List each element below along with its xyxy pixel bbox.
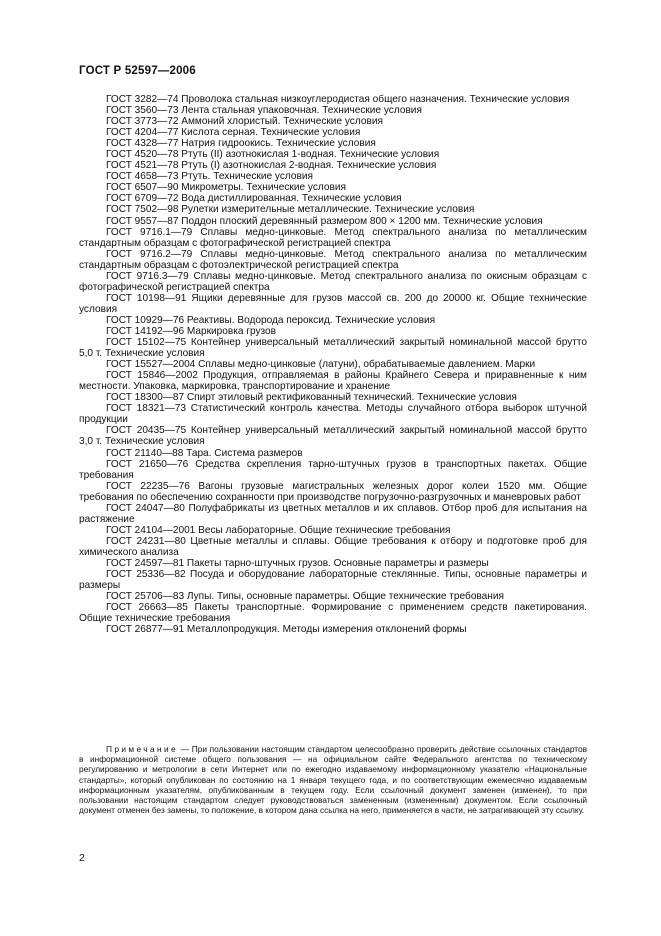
reference-item: ГОСТ 7502—98 Рулетки измерительные металлические. Технические условия: [106, 204, 475, 216]
reference-item: ГОСТ 15846—2002 Продукция, отправляемая в районы Крайнего Севера и приравненные к ним местности. Упаковка, маркировка, транспортирование и хранение: [79, 370, 587, 393]
reference-item: ГОСТ 26663—85 Пакеты транспортные. Формирование с применением средств пакетирования. Общие технические требования: [79, 602, 587, 625]
note-paragraph: [79, 744, 587, 815]
reference-item: ГОСТ 21140—88 Тара. Система размеров: [106, 447, 303, 459]
reference-item: ГОСТ 9716.3—79 Сплавы медно-цинковые. Метод спектрального анализа по окисным образцам с фотографической регистрацией спектра: [79, 270, 587, 293]
reference-item: ГОСТ 26877—91 Металлопродукция. Методы измерения отклонений формы: [106, 624, 467, 636]
reference-item: ГОСТ 25336—82 Посуда и оборудование лабораторные стеклянные. Типы, основные параметры и размеры: [79, 569, 587, 592]
reference-item: ГОСТ 25706—83 Лупы. Типы, основные параметры. Общие технические требования: [106, 591, 504, 603]
reference-item: ГОСТ 24104—2001 Весы лабораторные. Общие технические требования: [106, 524, 451, 536]
reference-item: ГОСТ 18300—87 Спирт этиловый ректификованный технический. Технические условия: [106, 392, 517, 404]
page-number: 2: [79, 852, 85, 864]
reference-item: ГОСТ 4521—78 Ртуть (I) азотнокислая 2-водная. Технические условия: [106, 160, 437, 172]
normative-references-list: [79, 94, 587, 635]
reference-item: ГОСТ 20435—75 Контейнер универсальный металлический закрытый номинальной массой брутто 3,0 т. Технические условия: [79, 425, 587, 448]
reference-item: ГОСТ 10198—91 Ящики деревянные для грузов массой св. 200 до 20000 кг. Общие технические условия: [79, 292, 587, 315]
reference-item: ГОСТ 9716.1—79 Сплавы медно-цинковые. Метод спектрального анализа по металлическим стандартным образцам с фотографической регистрацией спектра: [79, 226, 587, 249]
reference-item: ГОСТ 24231—80 Цветные металлы и сплавы. Общие требования к отбору и подготовке проб для химического анализа: [79, 535, 587, 558]
document-header: ГОСТ Р 52597—2006: [79, 65, 196, 77]
reference-item: ГОСТ 24597—81 Пакеты тарно-штучных грузов. Основные параметры и размеры: [106, 557, 489, 569]
note-label: Примечание: [106, 744, 179, 754]
reference-item: ГОСТ 3282—74 Проволока стальная низкоуглеродистая общего назначения. Технические условия: [106, 94, 570, 105]
reference-item: ГОСТ 15527—2004 Сплавы медно-цинковые (латуни), обрабатываемые давлением. Марки: [106, 359, 536, 371]
reference-item: ГОСТ 4658—73 Ртуть. Технические условия: [106, 171, 313, 183]
reference-item: ГОСТ 4328—77 Натрия гидроокись. Технические условия: [106, 138, 376, 150]
reference-item: ГОСТ 4520—78 Ртуть (II) азотнокислая 1-водная. Технические условия: [106, 149, 440, 161]
reference-item: ГОСТ 6709—72 Вода дистиллированная. Технические условия: [106, 193, 402, 205]
reference-item: ГОСТ 15102—75 Контейнер универсальный металлический закрытый номинальной массой брутто 5,0 т. Технические условия: [79, 337, 587, 360]
reference-item: ГОСТ 10929—76 Реактивы. Водорода пероксид. Технические условия: [106, 314, 436, 326]
reference-item: ГОСТ 6507—90 Микрометры. Технические условия: [106, 182, 346, 194]
reference-item: ГОСТ 4204—77 Кислота серная. Технические условия: [106, 127, 361, 139]
reference-item: ГОСТ 24047—80 Полуфабрикаты из цветных металлов и их сплавов. Отбор проб для испытания на растяжение: [79, 502, 587, 525]
reference-item: ГОСТ 9557—87 Поддон плоский деревянный размером 800 × 1200 мм. Технические условия: [106, 215, 543, 227]
reference-item: ГОСТ 21650—76 Средства скрепления тарно-штучных грузов в транспортных пакетах. Общие требования: [79, 458, 587, 481]
reference-item: ГОСТ 14192—96 Маркировка грузов: [106, 325, 277, 337]
reference-item: ГОСТ 9716.2—79 Сплавы медно-цинковые. Метод спектрального анализа по металлическим стандартным образцам с фотоэлектрической регистрацией спектра: [79, 248, 587, 271]
note-text: — При пользовании настоящим стандартом целесообразно проверить действие ссылочных стандартов в информационной системе общего пользования — на официальном сайте Федерального агентства по техническому регулированию и метрологии в сети Интернет или по ежегодно издаваемому информационному указателю «Национальные стандарты», который опубликован по состоянию на 1 января текущего года, и по соответствующим ежемесячно издаваемым информационным указателям, опубликованным в текущем году. Если ссылочный документ заменен (изменен), то при пользовании настоящим стандартом следует руководствоваться замененным (измененным) документом. Если ссылочный документ отменен без замены, то положение, в котором дана ссылка на него, применяется в части, не затрагивающей эту ссылку.: [79, 744, 587, 816]
reference-item: ГОСТ 3773—72 Аммоний хлористый. Технические условия: [106, 116, 383, 128]
reference-item: ГОСТ 22235—76 Вагоны грузовые магистральных железных дорог колеи 1520 мм. Общие требования по обеспечению сохранности при производстве погрузочно-разгрузочных и маневровых работ: [79, 480, 587, 503]
reference-item: ГОСТ 3560—73 Лента стальная упаковочная. Технические условия: [106, 105, 422, 117]
reference-item: ГОСТ 18321—73 Статистический контроль качества. Методы случайного отбора выборок штучной продукции: [79, 403, 587, 426]
